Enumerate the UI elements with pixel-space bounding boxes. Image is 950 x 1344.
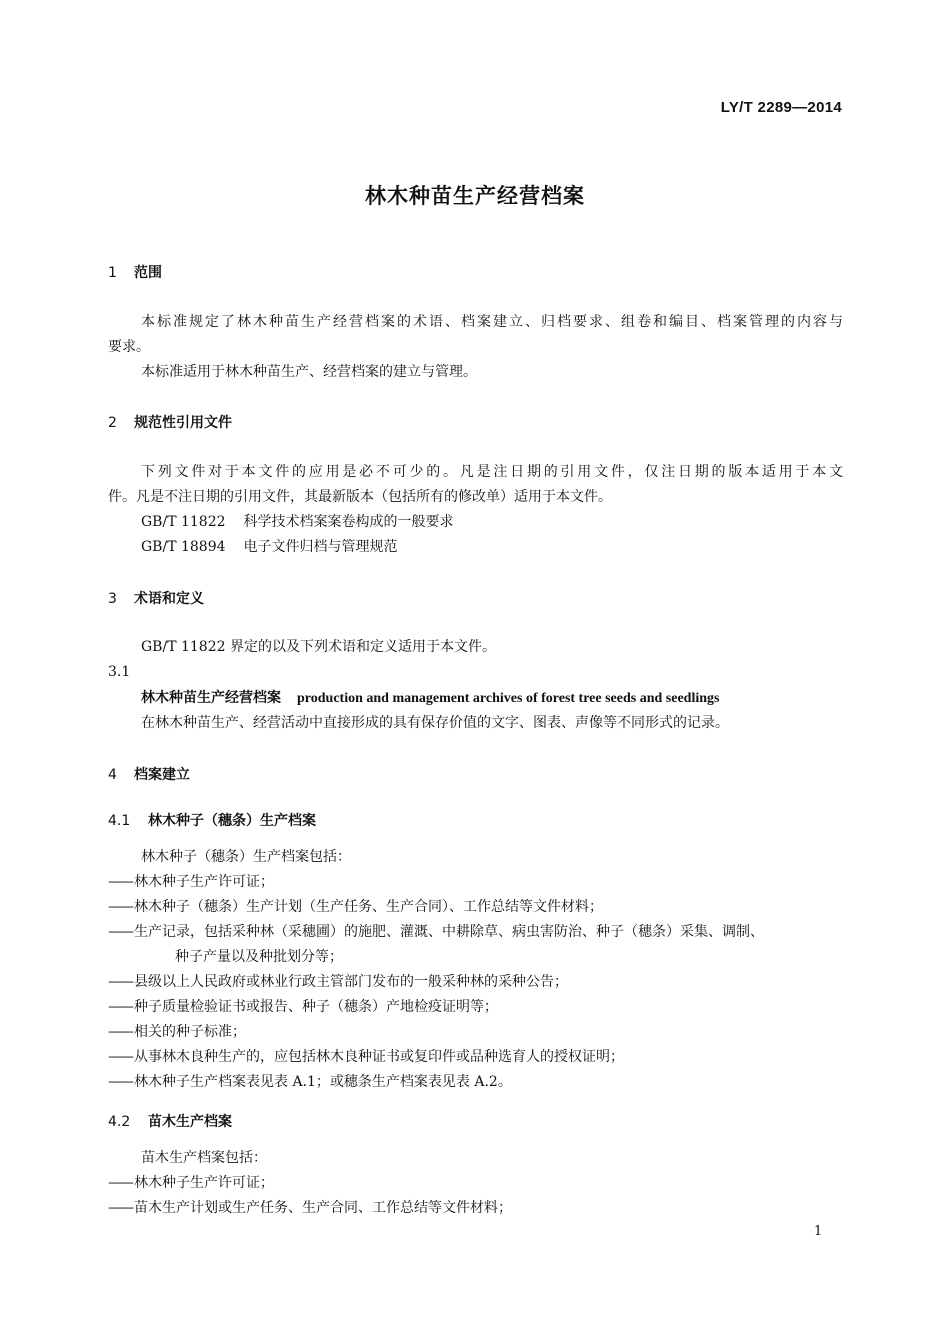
list-dash: ——	[108, 999, 132, 1015]
section-2-heading	[108, 412, 232, 432]
list-item: —— 林木种子生产许可证；	[108, 1175, 274, 1191]
list-item: —— 相关的种子标准；	[108, 1024, 246, 1040]
section-number: 2	[108, 415, 117, 431]
section-3-heading	[108, 588, 204, 608]
term-number: 3.1	[108, 664, 131, 680]
list-item: —— 苗木生产计划或生产任务、生产合同、工作总结等文件材料；	[108, 1200, 512, 1216]
subsection-4-1-heading	[108, 810, 316, 830]
section-number: 1	[108, 265, 117, 281]
section-1-heading	[108, 262, 162, 282]
paragraph-line: 本标准规定了林木种苗生产经营档案的术语、档案建立、归档要求、组卷和编目、档案管理的内容与	[141, 314, 843, 330]
paragraph-line: 林木种子（穗条）生产档案包括：	[141, 849, 351, 865]
section-title: 范围	[134, 265, 162, 281]
subsection-number: 4.2	[108, 1114, 131, 1130]
reference-code: GB/T 11822	[141, 514, 226, 530]
paragraph-line: GB/T 11822 界定的以及下列术语和定义适用于本文件。	[141, 639, 496, 655]
reference-item	[141, 537, 398, 557]
list-dash: ——	[108, 1200, 132, 1216]
section-title: 规范性引用文件	[134, 415, 232, 431]
paragraph-line: 本标准适用于林木种苗生产、经营档案的建立与管理。	[141, 364, 477, 380]
subsection-number: 4.1	[108, 813, 131, 829]
list-item: —— 林木种子生产档案表见表 A.1；或穗条生产档案表见表 A.2。	[108, 1074, 512, 1090]
list-dash: ——	[108, 1175, 132, 1191]
term-line	[141, 688, 719, 709]
subsection-title: 苗木生产档案	[148, 1114, 232, 1130]
list-dash: ——	[108, 1024, 132, 1040]
subsection-4-2-heading	[108, 1111, 232, 1131]
list-item: —— 林木种子生产许可证；	[108, 874, 274, 890]
list-dash: ——	[108, 924, 132, 940]
list-item: —— 县级以上人民政府或林业行政主管部门发布的一般采种林的采种公告；	[108, 974, 568, 990]
section-title: 术语和定义	[134, 591, 204, 607]
list-dash: ——	[108, 1074, 132, 1090]
paragraph-line: 下列文件对于本文件的应用是必不可少的。凡是注日期的引用文件，仅注日期的版本适用于本文	[141, 464, 843, 480]
list-item: —— 林木种子（穗条）生产计划（生产任务、生产合同）、工作总结等文件材料；	[108, 899, 603, 915]
list-item: —— 生产记录，包括采种林（采穗圃）的施肥、灌溉、中耕除草、病虫害防治、种子（穗条）采集、调制、	[108, 924, 764, 940]
page-number: 1	[814, 1224, 823, 1239]
list-dash: ——	[108, 974, 132, 990]
section-number: 3	[108, 591, 117, 607]
term-english: production and management archives of forest tree seeds and seedlings	[297, 691, 720, 706]
list-item-continuation: 种子产量以及种批划分等；	[175, 949, 343, 965]
section-4-heading	[108, 764, 190, 784]
reference-name: 电子文件归档与管理规范	[243, 539, 398, 555]
document-title: 林木种苗生产经营档案	[365, 184, 585, 208]
section-title: 档案建立	[134, 767, 190, 783]
list-item: —— 种子质量检验证书或报告、种子（穗条）产地检疫证明等；	[108, 999, 498, 1015]
paragraph-line: 要求。	[108, 339, 150, 355]
list-dash: ——	[108, 899, 132, 915]
standard-code: LY/T 2289—2014	[720, 99, 842, 116]
paragraph-line: 件。凡是不注日期的引用文件，其最新版本（包括所有的修改单）适用于本文件。	[108, 489, 612, 505]
subsection-title: 林木种子（穗条）生产档案	[148, 813, 316, 829]
paragraph-line: 苗木生产档案包括：	[141, 1150, 267, 1166]
list-dash: ——	[108, 1049, 132, 1065]
reference-item	[141, 512, 454, 532]
list-item: —— 从事林木良种生产的，应包括林木良种证书或复印件或品种选育人的授权证明；	[108, 1049, 624, 1065]
term-chinese: 林木种苗生产经营档案	[141, 690, 281, 706]
list-dash: ——	[108, 874, 132, 890]
reference-code: GB/T 18894	[141, 539, 226, 555]
section-number: 4	[108, 767, 117, 783]
reference-name: 科学技术档案案卷构成的一般要求	[243, 514, 454, 530]
term-definition: 在林木种苗生产、经营活动中直接形成的具有保存价值的文字、图表、声像等不同形式的记录。	[141, 715, 729, 731]
